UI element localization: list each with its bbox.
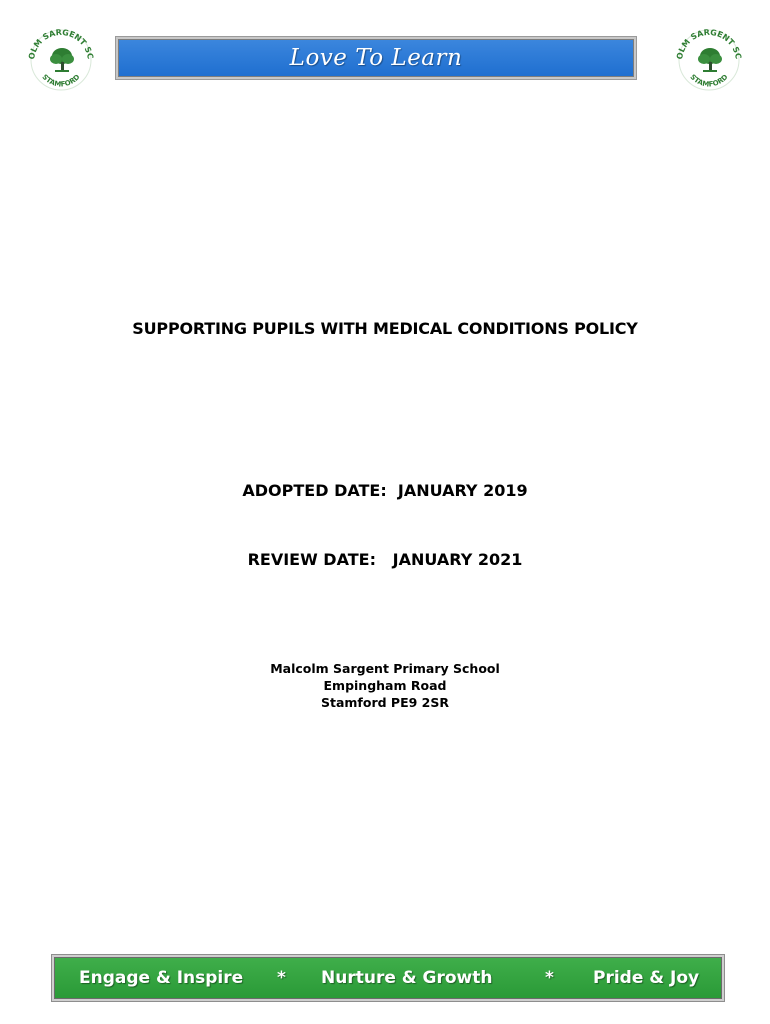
svg-text:MALCOLM SARGENT SCHOOL: OLM SARGENT SC — [675, 27, 743, 61]
value-separator: * — [277, 968, 286, 988]
review-date: REVIEW DATE: JANUARY 2021 — [247, 550, 523, 569]
svg-text:MALCOLM SARGENT SCHOOL: OLM SARGENT SC — [27, 27, 95, 61]
school-address — [0, 660, 770, 711]
school-name: Malcolm Sargent Primary School — [270, 661, 500, 676]
value-pride-joy: Pride & Joy — [593, 968, 700, 988]
svg-text:STAMFORD: STAMFORD — [40, 72, 82, 89]
policy-title: SUPPORTING PUPILS WITH MEDICAL CONDITIONS POLICY — [132, 319, 638, 338]
school-crest-icon — [670, 22, 748, 94]
address-town: Stamford PE9 2SR — [320, 695, 449, 710]
svg-text:STAMFORD: STAMFORD — [688, 72, 730, 89]
value-nurture-growth: Nurture & Growth — [321, 968, 493, 988]
school-crest-icon — [22, 22, 100, 94]
school-logo-left — [22, 22, 100, 94]
address-street: Empingham Road — [323, 678, 447, 693]
value-engage-inspire: Engage & Inspire — [79, 968, 244, 988]
values-banner — [54, 957, 722, 999]
school-logo-right — [670, 22, 748, 94]
banner-motto: Love To Learn — [289, 45, 463, 71]
adopted-date: ADOPTED DATE: JANUARY 2019 — [242, 481, 528, 500]
value-separator: * — [545, 968, 554, 988]
policy-dates — [0, 433, 770, 594]
header-banner — [118, 39, 634, 77]
